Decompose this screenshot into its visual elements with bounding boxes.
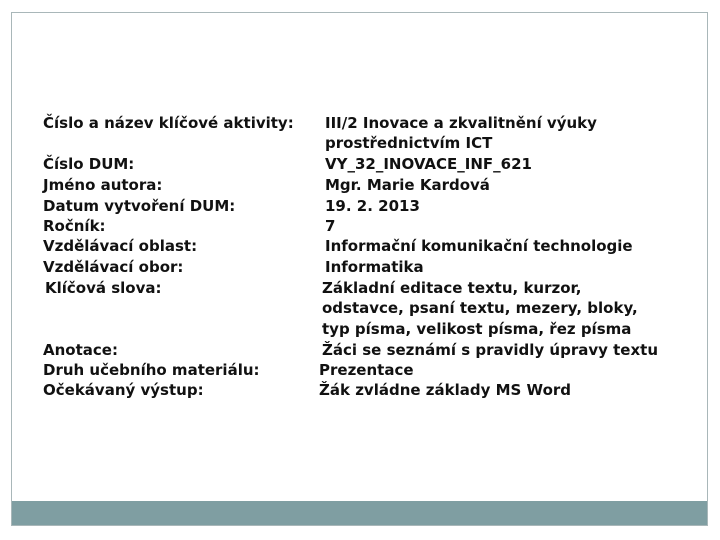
value-expected-output: Žák zvládne základy MS Word — [319, 381, 572, 399]
value-grade: 7 — [325, 217, 336, 235]
label-date: Datum vytvoření DUM: — [43, 197, 236, 215]
label-author: Jméno autora: — [43, 176, 163, 194]
value-keywords-2: odstavce, psaní textu, mezery, bloky, — [322, 299, 638, 317]
label-activity: Číslo a název klíčové aktivity: — [43, 114, 294, 132]
label-keywords: Klíčová slova: — [45, 279, 162, 297]
value-keywords-3: typ písma, velikost písma, řez písma — [322, 320, 632, 338]
label-dum-number: Číslo DUM: — [43, 155, 135, 173]
value-date: 19. 2. 2013 — [325, 197, 420, 215]
value-dum-number: VY_32_INOVACE_INF_621 — [325, 155, 532, 173]
label-subject: Vzdělávací obor: — [43, 258, 184, 276]
value-activity: III/2 Inovace a zkvalitnění výuky — [325, 114, 597, 132]
value-annotation: Žáci se seznámí s pravidly úpravy textu — [322, 341, 658, 359]
value-subject: Informatika — [325, 258, 424, 276]
label-area: Vzdělávací oblast: — [43, 237, 198, 255]
label-annotation: Anotace: — [43, 341, 118, 359]
footer-band — [12, 501, 707, 525]
label-material-type: Druh učebního materiálu: — [43, 361, 260, 379]
value-material-type: Prezentace — [319, 361, 414, 379]
value-area: Informační komunikační technologie — [325, 237, 633, 255]
label-expected-output: Očekávaný výstup: — [43, 381, 204, 399]
value-keywords-1: Základní editace textu, kurzor, — [322, 279, 582, 297]
value-activity-cont: prostřednictvím ICT — [325, 134, 493, 152]
label-grade: Ročník: — [43, 217, 106, 235]
value-author: Mgr. Marie Kardová — [325, 176, 490, 194]
